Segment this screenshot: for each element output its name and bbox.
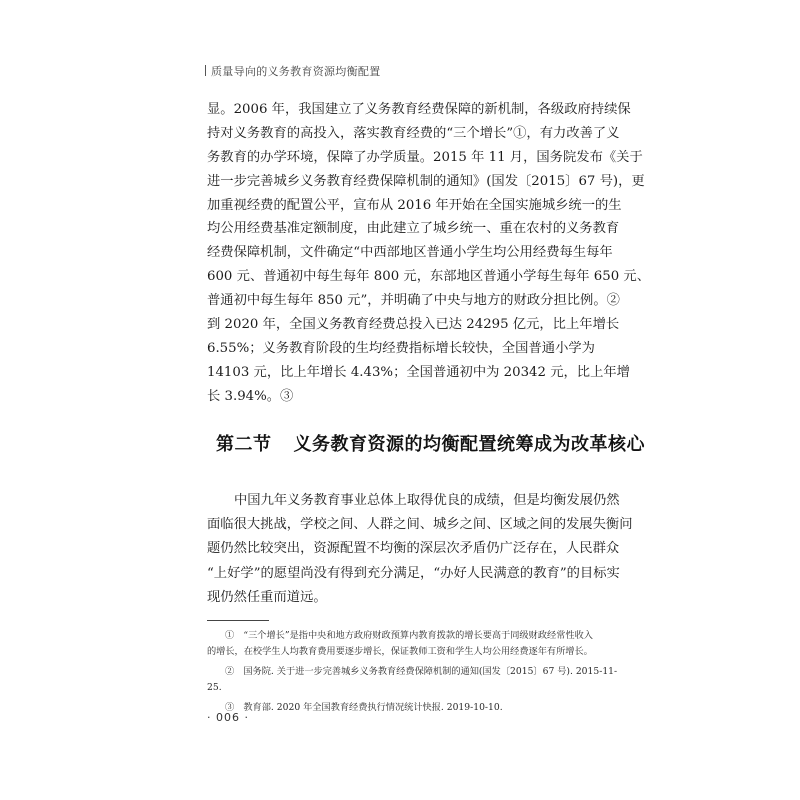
- footnote-line: ③ 教育部. 2020 年全国教育经费执行情况统计快报. 2019-10-10.: [225, 702, 503, 713]
- running-head-divider: [205, 65, 206, 76]
- paragraph-line: 经费保障机制，文件确定“中西部地区普通小学生均公用经费每生每年: [207, 245, 613, 261]
- footnote-2: [207, 664, 618, 695]
- paragraph-line: 持对义务教育的高投入，落实教育经费的“三个增长”①，有力改善了义: [207, 125, 620, 141]
- paragraph-line: 题仍然比较突出，资源配置不均衡的深层次矛盾仍广泛存在，人民群众: [207, 541, 620, 557]
- footnote-line: ② 国务院. 关于进一步完善城乡义务教育经费保障机制的通知(国发〔2015〕67 号). 2015-11-: [225, 666, 618, 677]
- paragraph-line: 进一步完善城乡义务教育经费保障机制的通知》(国发〔2015〕67 号)，更: [207, 173, 645, 189]
- paragraph-line: 加重视经费的配置公平，宣布从 2016 年开始在全国实施城乡统一的生: [207, 197, 622, 213]
- footnotes: [207, 628, 618, 716]
- footnote-line: ① “三个增长”是指中央和地方政府财政预算内教育拨款的增长要高于同级财政经常性收入: [225, 630, 593, 641]
- paragraph-line: 均公用经费基准定额制度，由此建立了城乡统一、重在农村的义务教育: [207, 221, 620, 237]
- section-title: 义务教育资源的均衡配置统筹成为改革核心: [293, 434, 645, 455]
- paragraph-line: 现仍然任重而道远。: [207, 589, 327, 605]
- section-number: 第二节: [216, 434, 272, 455]
- paragraph-line: 面临很大挑战，学校之间、人群之间、城乡之间、区域之间的发展失衡问: [207, 517, 633, 533]
- paragraph-line: 务教育的办学环境，保障了办学质量。2015 年 11 月，国务院发布《关于: [207, 149, 643, 165]
- paragraph-line: 14103 元，比上年增长 4.43%；全国普通初中为 20342 元，比上年增: [207, 364, 630, 380]
- paragraph-line: “上好学”的愿望尚没有得到充分满足，“办好人民满意的教育”的目标实: [207, 565, 620, 581]
- footnote-line: 25.: [207, 681, 222, 693]
- section-heading: [216, 430, 645, 456]
- footnote-line: 的增长，在校学生人均教育费用要逐步增长，保证教师工资和学生人均公用经费逐年有所增长。: [207, 645, 593, 657]
- paragraph-line: 600 元、普通初中每生每年 800 元，东部地区普通小学每生每年 650 元、: [207, 269, 650, 285]
- paragraph-line: 长 3.94%。③: [207, 388, 294, 404]
- running-head-text: 质量导向的义务教育资源均衡配置: [211, 65, 381, 78]
- footnote-divider: [207, 620, 269, 621]
- paragraph-line: 普通初中每生每年 850 元”，并明确了中央与地方的财政分担比例。②: [207, 293, 620, 309]
- paragraph-line: 到 2020 年，全国义务教育经费总投入已达 24295 亿元，比上年增长: [207, 317, 620, 333]
- footnote-1: [207, 628, 593, 659]
- body-paragraph-2: [207, 489, 633, 610]
- running-head: [205, 63, 381, 79]
- paragraph-line: 6.55%；义务教育阶段的生均经费指标增长较快，全国普通小学为: [207, 340, 595, 356]
- paragraph-line: 显。2006 年，我国建立了义务教育经费保障的新机制，各级政府持续保: [207, 102, 631, 117]
- footnote-3: [207, 700, 593, 716]
- page-number: · 006 ·: [207, 711, 249, 724]
- paragraph-line: 中国九年义务教育事业总体上取得优良的成绩，但是均衡发展仍然: [234, 493, 620, 508]
- body-paragraph-1: [207, 98, 650, 409]
